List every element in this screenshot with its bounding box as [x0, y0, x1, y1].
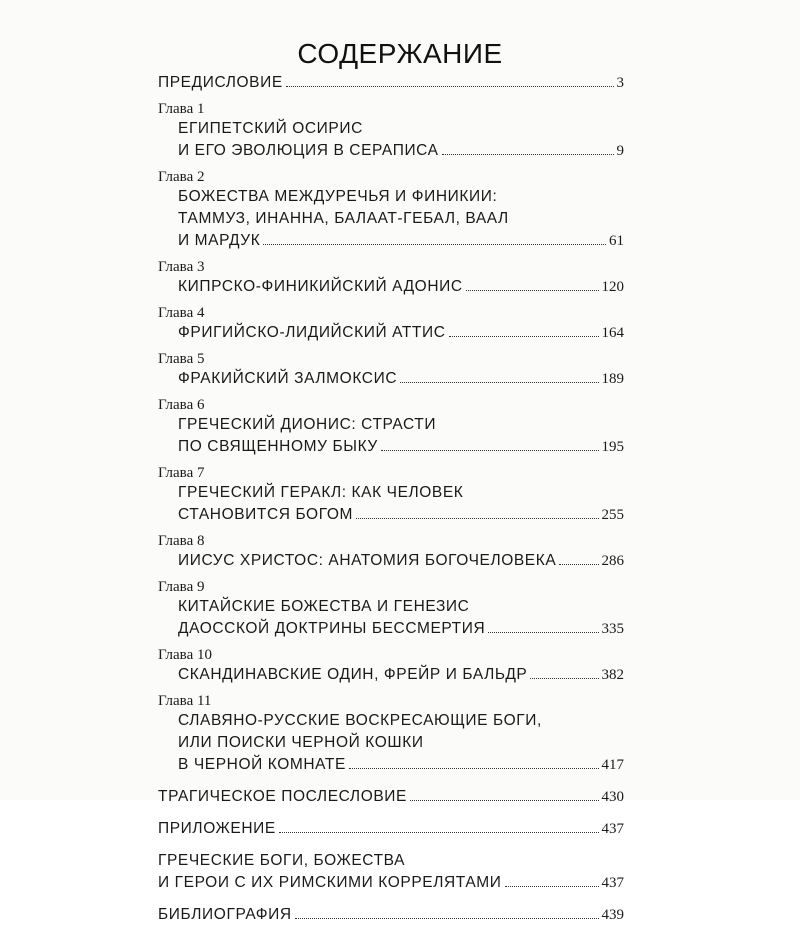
entry-title-text: ПО СВЯЩЕННОМУ БЫКУ: [178, 438, 378, 455]
entry-title-line: [158, 414, 624, 436]
dot-leader: [559, 563, 598, 565]
entry-title-text: И ГЕРОИ С ИХ РИМСКИМИ КОРРЕЛЯТАМИ: [158, 874, 502, 891]
page-number: 437: [601, 821, 624, 837]
entry-title-text: КИТАЙСКИЕ БОЖЕСТВА И ГЕНЕЗИС: [178, 598, 470, 615]
page-number: 439: [601, 907, 624, 923]
dot-leader: [279, 831, 599, 833]
entry-title-text: ГРЕЧЕСКИЙ ГЕРАКЛ: КАК ЧЕЛОВЕК: [178, 484, 464, 501]
entry-title-text: БИБЛИОГРАФИЯ: [158, 906, 292, 923]
entry-title-line: [158, 186, 624, 208]
toc-entry: [158, 786, 624, 808]
entry-title-text: КИПРСКО-ФИНИКИЙСКИЙ АДОНИС: [178, 278, 463, 295]
entry-title-text: И ЕГО ЭВОЛЮЦИЯ В СЕРАПИСА: [178, 142, 439, 159]
entry-title-text: ТАММУЗ, ИНАННА, БАЛААТ-ГЕБАЛ, ВААЛ: [178, 210, 509, 227]
dot-leader: [410, 799, 599, 801]
chapter-number: Глава 1: [158, 101, 205, 117]
entry-title-text: ФРАКИЙСКИЙ ЗАЛМОКСИС: [178, 370, 398, 387]
entry-title-line: [158, 786, 624, 808]
page-number: 3: [616, 75, 624, 91]
dot-leader: [505, 885, 599, 887]
entry-title-text: И МАРДУК: [178, 232, 261, 249]
page-number: 430: [601, 789, 624, 805]
page-number: 335: [601, 621, 624, 637]
dot-leader: [488, 631, 598, 633]
entry-title-line: [158, 710, 624, 732]
page-number: 61: [609, 233, 624, 249]
toc-entry: [158, 304, 624, 344]
entry-title-text: ГРЕЧЕСКИЙ ДИОНИС: СТРАСТИ: [178, 416, 437, 433]
entry-title-line: [158, 322, 624, 344]
entry-title-text: СКАНДИНАВСКИЕ ОДИН, ФРЕЙР И БАЛЬДР: [178, 666, 528, 683]
toc-entry: [158, 396, 624, 458]
dot-leader: [530, 677, 598, 679]
entry-title-text: СЛАВЯНО-РУССКИЕ ВОСКРЕСАЮЩИЕ БОГИ,: [178, 712, 542, 729]
entry-title-line: [158, 850, 624, 872]
chapter-number: Глава 3: [158, 259, 205, 275]
entry-title-line: [158, 140, 624, 162]
chapter-number: Глава 8: [158, 533, 205, 549]
chapter-number: Глава 7: [158, 465, 205, 481]
toc-entry: [158, 168, 624, 252]
entry-title-line: [158, 504, 624, 526]
page-number: 189: [601, 371, 624, 387]
toc-entry: [158, 258, 624, 298]
dot-leader: [263, 243, 606, 245]
chapter-number: Глава 10: [158, 647, 212, 663]
page-number: 437: [601, 875, 624, 891]
dot-leader: [442, 153, 614, 155]
entry-title-line: [158, 618, 624, 640]
toc-entry: [158, 464, 624, 526]
entry-title-line: [158, 72, 624, 94]
page-number: 255: [601, 507, 624, 523]
dot-leader: [381, 449, 599, 451]
entry-title-line: [158, 754, 624, 776]
entry-title-text: ПРИЛОЖЕНИЕ: [158, 820, 276, 837]
toc-entry: [158, 850, 624, 894]
entry-title-line: [158, 118, 624, 140]
entry-title-text: ТРАГИЧЕСКОЕ ПОСЛЕСЛОВИЕ: [158, 788, 407, 805]
entry-title-text: ИИСУС ХРИСТОС: АНАТОМИЯ БОГОЧЕЛОВЕКА: [178, 552, 557, 569]
entry-title-line: [158, 872, 624, 894]
entry-title-line: [158, 550, 624, 572]
entry-title-line: [158, 732, 624, 754]
page-number: 9: [616, 143, 624, 159]
toc-entry: [158, 818, 624, 840]
toc-entry: [158, 578, 624, 640]
toc-entry: [158, 692, 624, 776]
dot-leader: [286, 85, 614, 87]
chapter-number: Глава 9: [158, 579, 205, 595]
dot-leader: [295, 917, 599, 919]
chapter-number: Глава 2: [158, 169, 205, 185]
entry-title-text: В ЧЕРНОЙ КОМНАТЕ: [178, 756, 346, 773]
entry-title-line: [158, 664, 624, 686]
chapter-number: Глава 5: [158, 351, 205, 367]
entry-title-text: ДАОССКОЙ ДОКТРИНЫ БЕССМЕРТИЯ: [178, 620, 486, 637]
page-number: 417: [601, 757, 624, 773]
entry-title-text: БОЖЕСТВА МЕЖДУРЕЧЬЯ И ФИНИКИИ:: [178, 188, 498, 205]
page-number: 164: [601, 325, 624, 341]
entry-title-line: [158, 208, 624, 230]
dot-leader: [356, 517, 598, 519]
entry-title-line: [158, 482, 624, 504]
page-number: 286: [601, 553, 624, 569]
dot-leader: [449, 335, 599, 337]
toc-entry: [158, 904, 624, 926]
entry-title-text: ИЛИ ПОИСКИ ЧЕРНОЙ КОШКИ: [178, 734, 424, 751]
dot-leader: [400, 381, 598, 383]
entry-title-line: [158, 368, 624, 390]
entry-title-line: [158, 904, 624, 926]
page-title: СОДЕРЖАНИЕ: [297, 38, 503, 69]
table-of-contents: [158, 72, 624, 926]
toc-entry: [158, 532, 624, 572]
page-number: 120: [601, 279, 624, 295]
entry-title-text: ПРЕДИСЛОВИЕ: [158, 74, 283, 91]
toc-entry: [158, 100, 624, 162]
entry-title-text: ГРЕЧЕСКИЕ БОГИ, БОЖЕСТВА: [158, 852, 406, 869]
entry-title-line: [158, 436, 624, 458]
chapter-number: Глава 4: [158, 305, 205, 321]
entry-title-text: ФРИГИЙСКО-ЛИДИЙСКИЙ АТТИС: [178, 324, 446, 341]
dot-leader: [349, 767, 599, 769]
entry-title-text: ЕГИПЕТСКИЙ ОСИРИС: [178, 120, 363, 137]
toc-entry: [158, 350, 624, 390]
page-number: 195: [601, 439, 624, 455]
entry-title-line: [158, 596, 624, 618]
chapter-number: Глава 11: [158, 693, 212, 709]
page-number: 382: [601, 667, 624, 683]
entry-title-line: [158, 230, 624, 252]
entry-title-line: [158, 276, 624, 298]
dot-leader: [466, 289, 599, 291]
entry-title-text: СТАНОВИТСЯ БОГОМ: [178, 506, 354, 523]
chapter-number: Глава 6: [158, 397, 205, 413]
entry-title-line: [158, 818, 624, 840]
toc-entry: [158, 646, 624, 686]
toc-entry: [158, 72, 624, 94]
